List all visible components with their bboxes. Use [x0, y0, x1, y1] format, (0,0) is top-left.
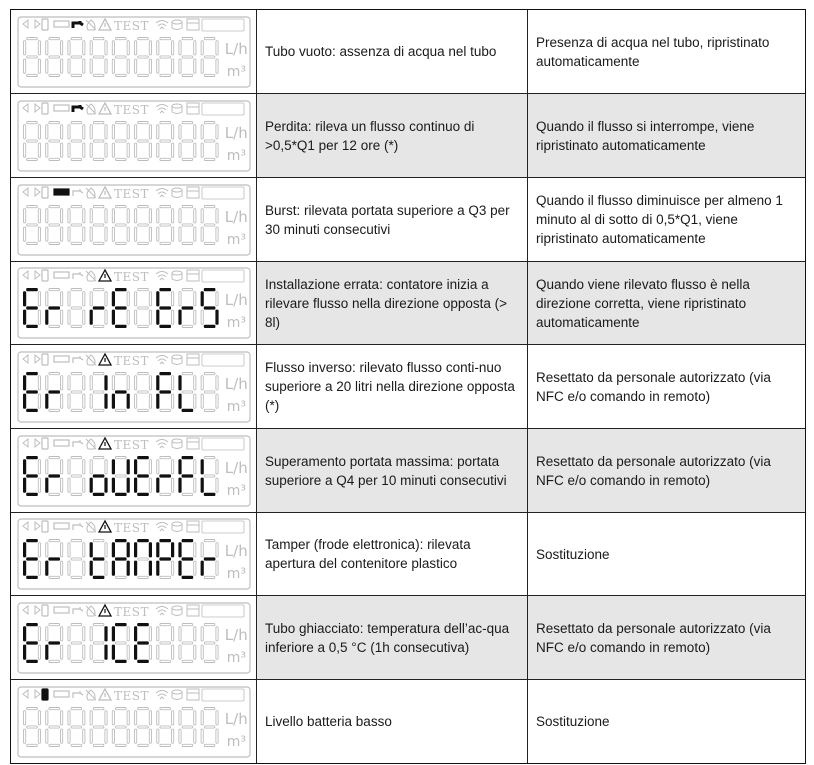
error-description: Flusso inverso: rilevato flusso conti-nuo superiore a 20 litri nella direzione opposta (*)	[257, 345, 528, 428]
reset-condition: Quando il flusso si interrompe, viene ripristinato automaticamente	[528, 94, 805, 177]
lcd-display	[17, 686, 251, 758]
reset-condition: Resettato da personale autorizzato (via NFC e/o comando in remoto)	[528, 596, 805, 679]
error-description: Tubo vuoto: assenza di acqua nel tubo	[257, 10, 528, 93]
reset-condition: Quando il flusso diminuisce per almeno 1 minuto al di sotto di 0,5*Q1, viene ripristinato automaticamente	[536, 193, 783, 246]
error-codes-table	[10, 9, 806, 764]
reset-condition: Resettato da personale autorizzato (via NFC e/o comando in remoto)	[528, 429, 805, 512]
svg-text:L/h: L/h	[224, 291, 248, 309]
table-row	[11, 595, 805, 679]
lcd-display-cell	[11, 262, 257, 344]
svg-text:L/h: L/h	[224, 709, 248, 728]
svg-text:TEST: TEST	[113, 18, 149, 33]
lcd-display-cell	[11, 429, 257, 512]
svg-text:TEST: TEST	[113, 353, 149, 368]
lcd-display-cell	[11, 10, 257, 93]
svg-text:TEST: TEST	[113, 521, 149, 535]
svg-text:TEST: TEST	[113, 186, 149, 201]
table-row	[11, 177, 805, 261]
reset-condition: Sostituzione	[536, 714, 610, 729]
svg-text:m³: m³	[226, 398, 246, 415]
reset-condition: Presenza di acqua nel tubo, ripristinato automaticamente	[536, 34, 770, 69]
lcd-display	[17, 267, 251, 339]
lcd-display-cell	[11, 178, 257, 261]
lcd-display	[17, 351, 251, 423]
lcd-display	[17, 435, 251, 507]
table-row	[11, 344, 805, 428]
lcd-display-cell	[11, 513, 257, 595]
svg-text:m³: m³	[226, 315, 246, 331]
svg-text:m³: m³	[226, 566, 246, 582]
reset-condition: Sostituzione	[536, 546, 610, 562]
svg-text:L/h: L/h	[224, 458, 248, 477]
lcd-display-cell	[11, 94, 257, 177]
table-row	[11, 93, 805, 177]
lcd-display	[17, 100, 251, 172]
table-row	[11, 512, 805, 595]
table-row	[11, 428, 805, 512]
svg-text:TEST: TEST	[113, 604, 149, 619]
lcd-display-cell	[11, 596, 257, 679]
reset-condition: Resettato da personale autorizzato (via NFC e/o comando in remoto)	[536, 369, 771, 404]
svg-text:TEST: TEST	[113, 688, 149, 703]
svg-text:TEST: TEST	[113, 102, 149, 117]
lcd-display	[17, 602, 251, 674]
table-row	[11, 261, 805, 344]
lcd-display-cell	[11, 680, 257, 763]
svg-text:L/h: L/h	[224, 39, 248, 58]
error-description: Burst: rilevata portata superiore a Q3 per 30 minuti consecutivi	[257, 178, 528, 261]
svg-text:L/h: L/h	[224, 207, 248, 226]
table-row	[11, 10, 805, 93]
svg-text:TEST: TEST	[113, 270, 149, 284]
reset-condition: Quando viene rilevato flusso è nella direzione corretta, viene ripristinato automaticamente	[528, 262, 805, 344]
svg-text:m³: m³	[226, 231, 246, 248]
svg-text:L/h: L/h	[224, 374, 248, 393]
svg-text:L/h: L/h	[224, 542, 248, 560]
lcd-display-cell	[11, 345, 257, 428]
error-description: Livello batteria basso	[257, 680, 528, 763]
error-description: Installazione errata: contatore inizia a rilevare flusso nella direzione opposta (> 8l)	[257, 262, 528, 344]
svg-text:L/h: L/h	[224, 123, 248, 142]
svg-text:m³: m³	[226, 63, 246, 80]
lcd-display	[17, 16, 251, 88]
lcd-display	[17, 518, 251, 590]
error-description: Superamento portata massima: portata superiore a Q4 per 10 minuti consecutivi	[257, 429, 528, 512]
svg-text:m³: m³	[226, 147, 246, 164]
svg-text:m³: m³	[226, 733, 246, 750]
table-row	[11, 679, 805, 763]
error-description: Perdita: rileva un flusso continuo di >0,5*Q1 per 12 ore (*)	[257, 94, 528, 177]
error-description: Tamper (frode elettronica): rilevata apertura del contenitore plastico	[257, 513, 528, 595]
svg-text:m³: m³	[226, 482, 246, 499]
svg-text:L/h: L/h	[224, 625, 248, 644]
error-description: Tubo ghiacciato: temperatura dell’ac-qua inferiore a 0,5 °C (1h consecutiva)	[257, 596, 528, 679]
lcd-display	[17, 184, 251, 256]
svg-text:m³: m³	[226, 649, 246, 666]
svg-text:TEST: TEST	[113, 437, 149, 452]
